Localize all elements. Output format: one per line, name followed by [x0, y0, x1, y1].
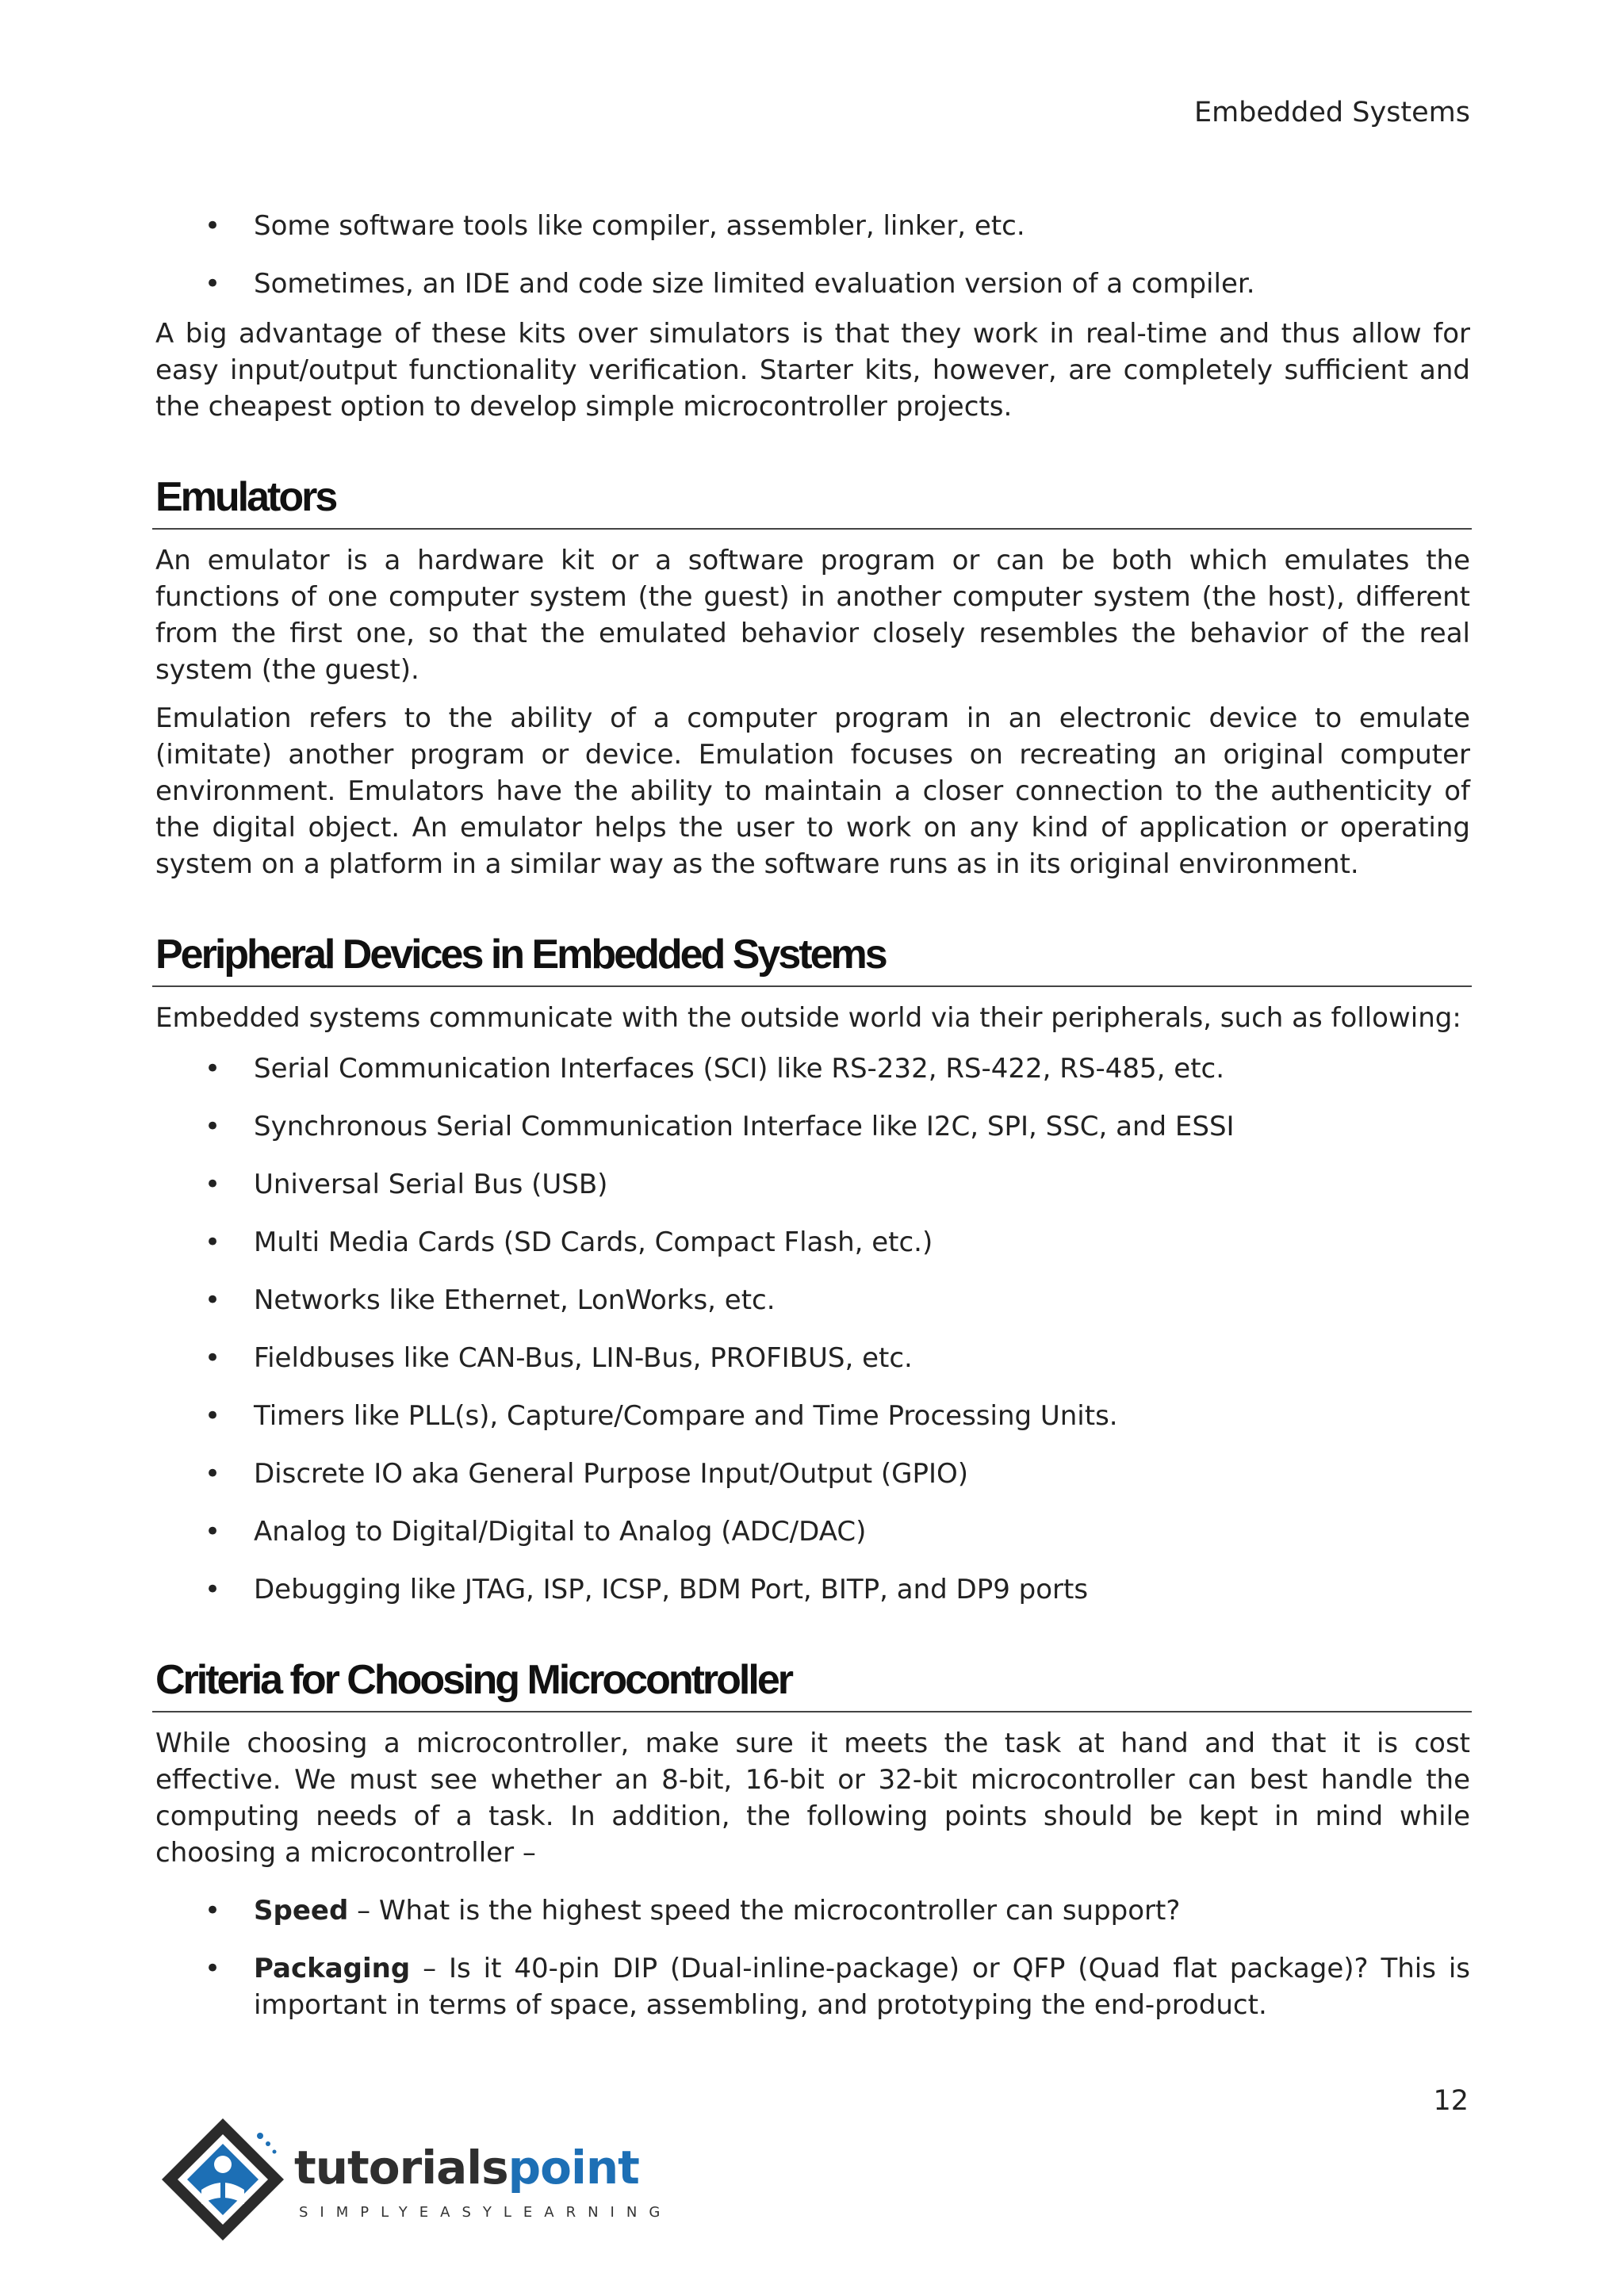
list-item: • Analog to Digital/Digital to Analog (ADC/DAC) — [155, 1513, 1470, 1550]
list-item: • Sometimes, an IDE and code size limited evaluation version of a compiler. — [155, 266, 1470, 302]
section-heading-peripherals: Peripheral Devices in Embedded Systems — [152, 930, 1472, 987]
logo-tagline: SIMPLYEASYLEARNING — [299, 2204, 672, 2221]
paragraph: Embedded systems communicate with the outside world via their peripherals, such as following: — [155, 1002, 1461, 1034]
page-content — [155, 208, 1470, 2045]
list-item: • Speed – What is the highest speed the microcontroller can support? — [155, 1892, 1470, 1929]
logo-diamond-icon — [155, 2112, 290, 2247]
list-item: • Serial Communication Interfaces (SCI) like RS-232, RS-422, RS-485, etc. — [155, 1050, 1470, 1087]
term-speed: Speed — [254, 1895, 349, 1927]
bullet-icon: • — [205, 1400, 221, 1432]
list-item: • Some software tools like compiler, assembler, linker, etc. — [155, 208, 1470, 244]
peripherals-list — [155, 1050, 1470, 1608]
term-packaging: Packaging — [254, 1953, 411, 1984]
list-item: • Discrete IO aka General Purpose Input/Output (GPIO) — [155, 1456, 1470, 1492]
bullet-icon: • — [205, 1226, 221, 1258]
tutorialspoint-logo — [155, 2112, 672, 2247]
bullet-icon: • — [205, 268, 221, 300]
bullet-icon: • — [205, 1895, 221, 1927]
bullet-icon: • — [205, 1342, 221, 1374]
bullet-icon: • — [205, 1458, 221, 1490]
list-item: • Debugging like JTAG, ISP, ICSP, BDM Port, BITP, and DP9 ports — [155, 1571, 1470, 1608]
list-item: • Timers like PLL(s), Capture/Compare and Time Processing Units. — [155, 1398, 1470, 1434]
paragraph: Emulation refers to the ability of a computer program in an electronic device to emulate (imitate) another program or device. Emulation focuses on recreating an original computer environment. Emulators have the ability to maintain a closer connection to the authenticity of the digital object. An emulator helps the user to work on any kind of application or operating system on a platform in a similar way as the software runs as in its original environment. — [155, 702, 1470, 880]
bullet-icon: • — [205, 1953, 221, 1984]
bullet-icon: • — [205, 1111, 221, 1142]
bullet-icon: • — [205, 1169, 221, 1200]
bullet-icon: • — [205, 1284, 221, 1316]
list-item: • Packaging – Is it 40-pin DIP (Dual-inline-package) or QFP (Quad flat package)? This is important in terms of space, assembling, and prototyping the end-product. — [155, 1950, 1470, 2023]
bullet-icon: • — [205, 1053, 221, 1085]
bullet-icon: • — [205, 1574, 221, 1605]
list-item: • Fieldbuses like CAN-Bus, LIN-Bus, PROFIBUS, etc. — [155, 1340, 1470, 1376]
list-item: • Networks like Ethernet, LonWorks, etc. — [155, 1282, 1470, 1318]
list-item: • Universal Serial Bus (USB) — [155, 1166, 1470, 1203]
section-heading-emulators: Emulators — [152, 473, 1472, 530]
paragraph: An emulator is a hardware kit or a software program or can be both which emulates the functions of one computer system (the guest) in another computer system (the host), different from the first one, so that the emulated behavior closely resembles the behavior of the real system (the guest). — [155, 545, 1470, 686]
bullet-icon: • — [205, 1516, 221, 1548]
intro-paragraph: A big advantage of these kits over simulators is that they work in real-time and thus allow for easy input/output functionality verification. Starter kits, however, are completely sufficient and the cheapest option to develop simple microcontroller projects. — [155, 318, 1470, 423]
section-heading-criteria: Criteria for Choosing Microcontroller — [152, 1655, 1472, 1712]
list-item: • Synchronous Serial Communication Interface like I2C, SPI, SSC, and ESSI — [155, 1108, 1470, 1145]
page-number: 12 — [1433, 2085, 1469, 2117]
criteria-list — [155, 1892, 1470, 2023]
logo-wordmark: tutorialspoint — [294, 2141, 639, 2195]
bullet-icon: • — [205, 210, 221, 242]
intro-bullet-list — [155, 208, 1470, 302]
paragraph: While choosing a microcontroller, make sure it meets the task at hand and that it is cost effective. We must see whether an 8-bit, 16-bit or 32-bit microcontroller can best handle the computing needs of a task. In addition, the following points should be kept in mind while choosing a microcontroller – — [155, 1728, 1470, 1869]
list-item: • Multi Media Cards (SD Cards, Compact Flash, etc.) — [155, 1224, 1470, 1261]
running-header: Embedded Systems — [1193, 97, 1470, 128]
